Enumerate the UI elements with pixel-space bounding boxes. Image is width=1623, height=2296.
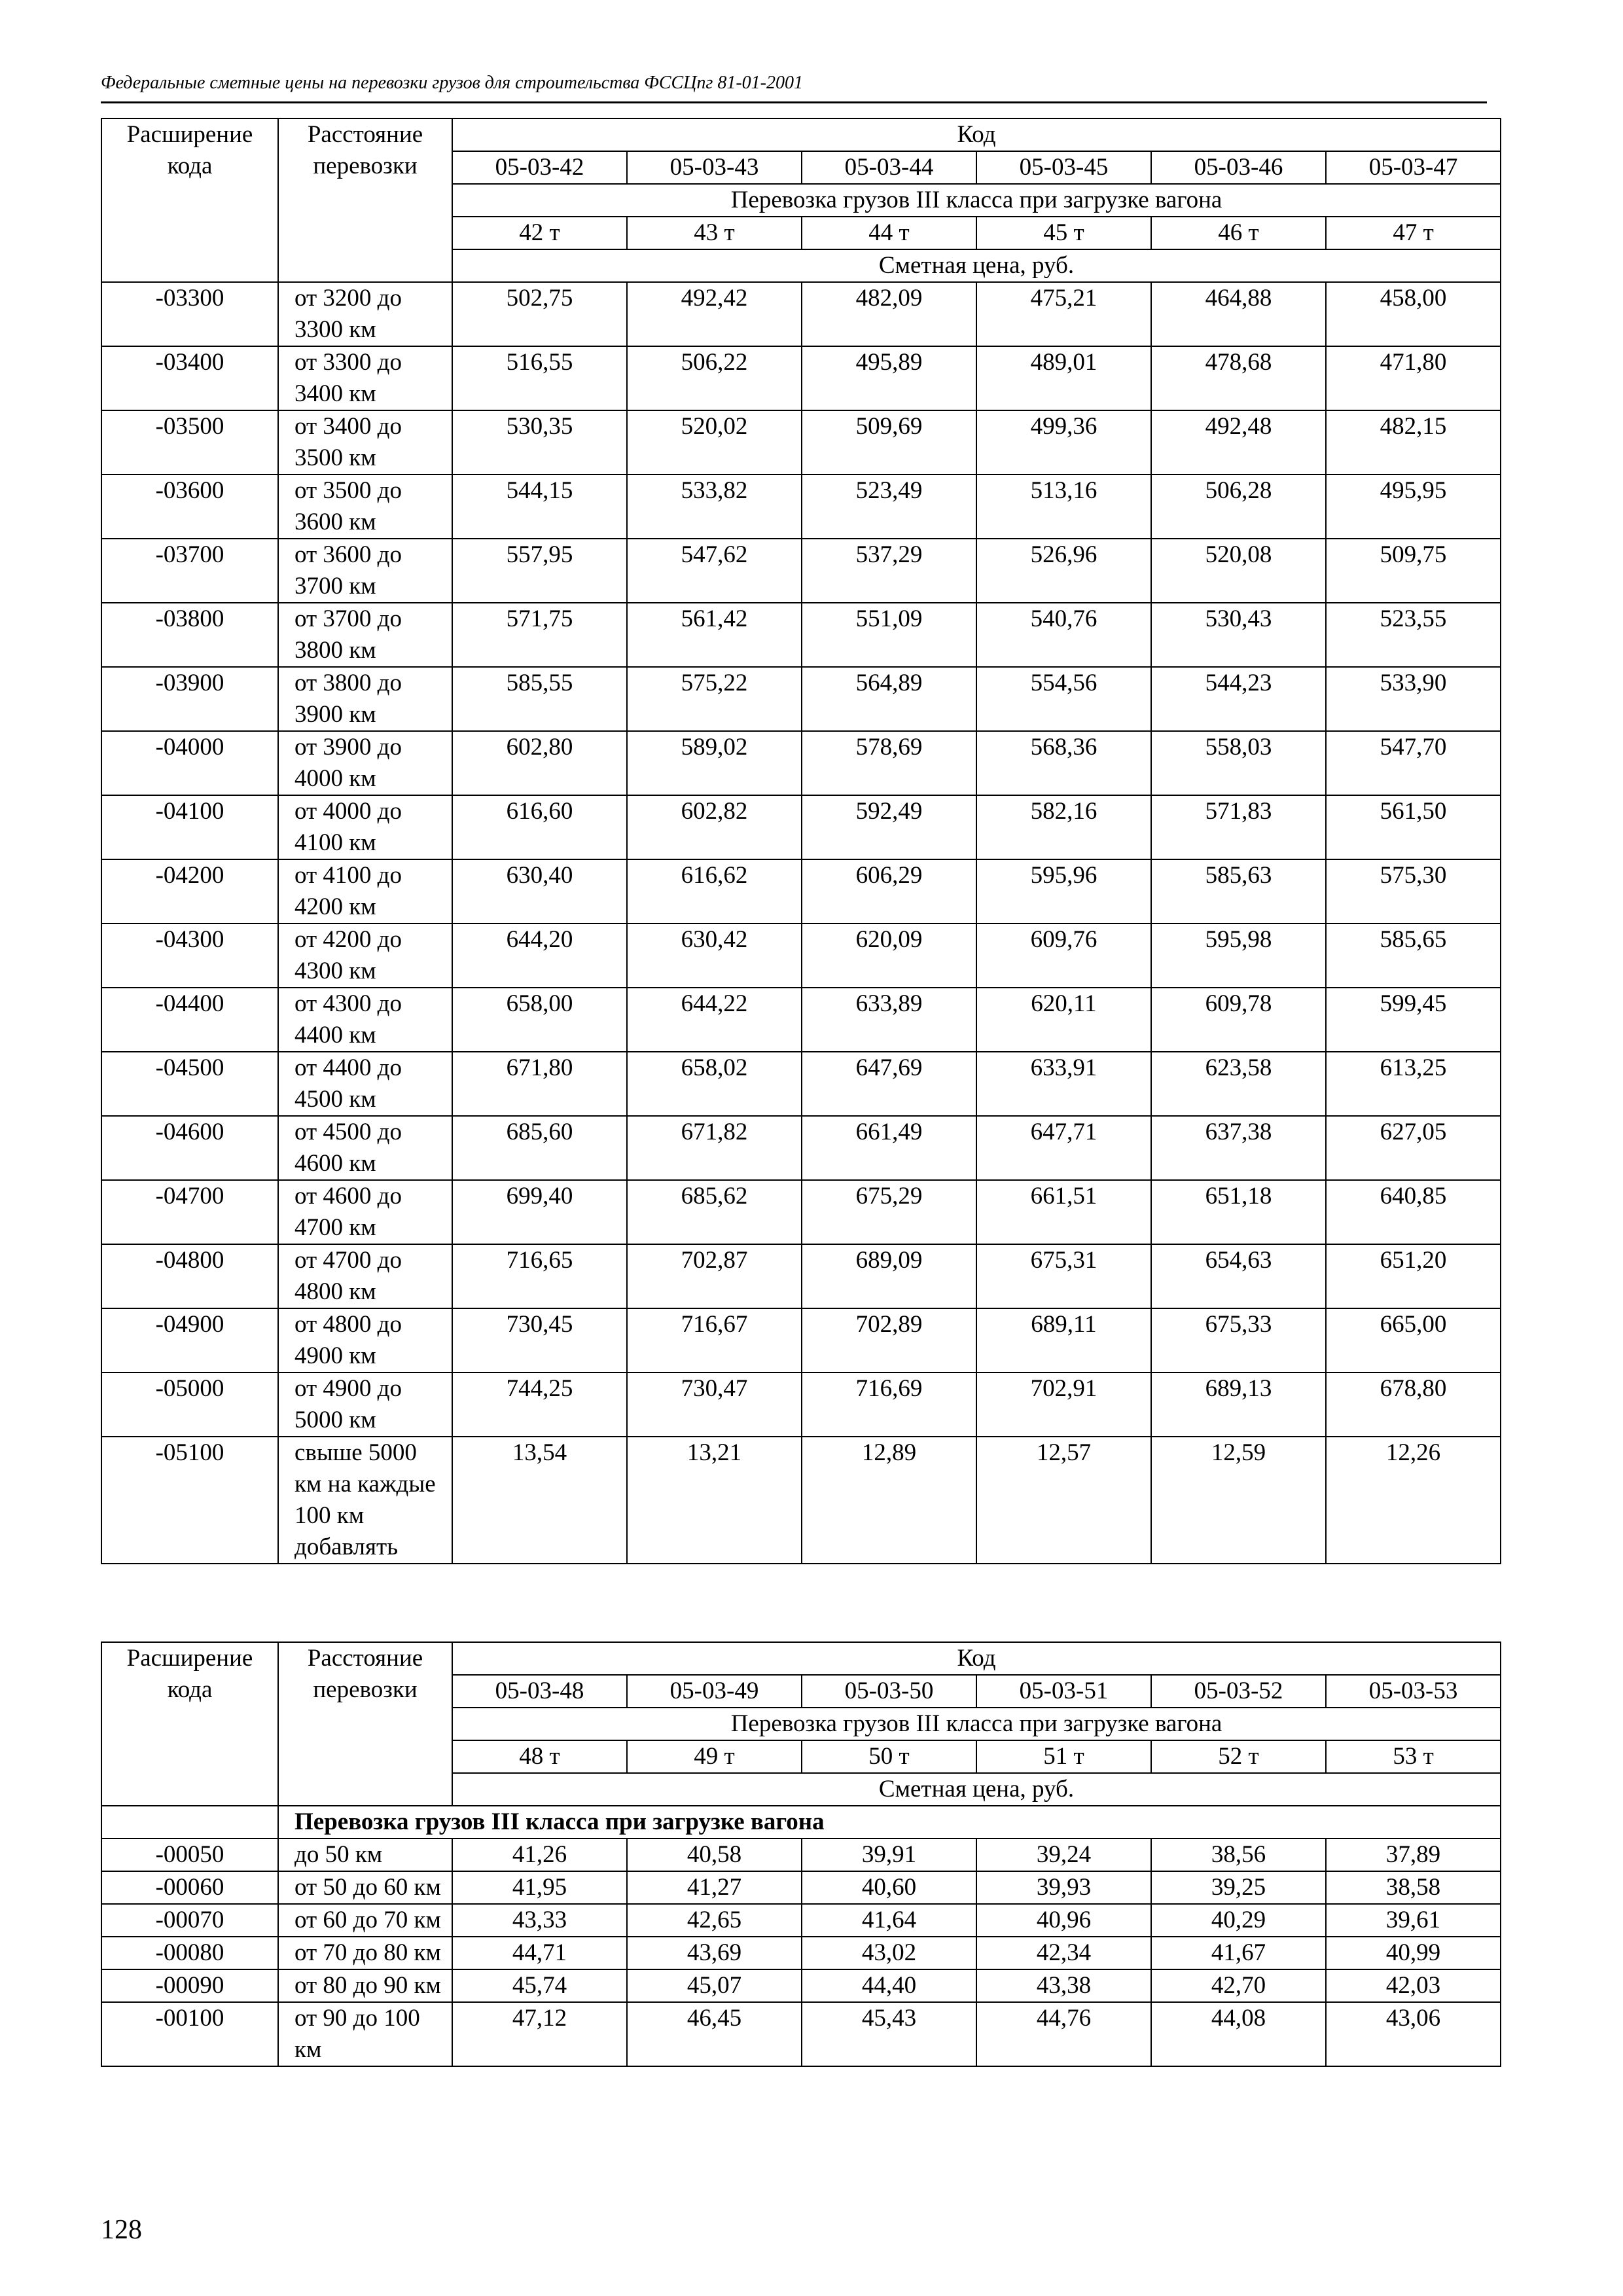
code-cell: 05-03-47 bbox=[1326, 151, 1501, 184]
price-cell: 526,96 bbox=[976, 539, 1151, 603]
ext-code-cell: -00090 bbox=[101, 1969, 278, 2002]
table-row bbox=[101, 924, 1501, 988]
ext-code-cell: -04600 bbox=[101, 1116, 278, 1180]
page-number: 128 bbox=[101, 2215, 142, 2245]
price-cell: 568,36 bbox=[976, 731, 1151, 795]
price-cell: 44,71 bbox=[452, 1937, 627, 1969]
price-cell: 42,34 bbox=[976, 1937, 1151, 1969]
price-cell: 471,80 bbox=[1326, 346, 1501, 410]
price-cell: 585,55 bbox=[452, 667, 627, 731]
price-cell: 43,69 bbox=[627, 1937, 802, 1969]
price-cell: 40,99 bbox=[1326, 1937, 1501, 1969]
distance-cell: от 60 до 70 км bbox=[278, 1904, 452, 1937]
load-cell: 52 т bbox=[1151, 1740, 1326, 1773]
distance-cell: от 3700 до 3800 км bbox=[278, 603, 452, 667]
price-table-1 bbox=[101, 118, 1501, 1564]
distance-header: Расстояние перевозки bbox=[278, 118, 452, 282]
price-cell: 644,20 bbox=[452, 924, 627, 988]
distance-cell: от 3900 до 4000 км bbox=[278, 731, 452, 795]
price-cell: 602,82 bbox=[627, 795, 802, 859]
price-cell: 578,69 bbox=[802, 731, 976, 795]
price-cell: 41,27 bbox=[627, 1871, 802, 1904]
ext-code-cell: -00050 bbox=[101, 1839, 278, 1871]
ext-code-cell: -04100 bbox=[101, 795, 278, 859]
distance-cell: от 4300 до 4400 км bbox=[278, 988, 452, 1052]
distance-cell: от 4700 до 4800 км bbox=[278, 1244, 452, 1308]
table-row bbox=[101, 1372, 1501, 1437]
price-cell: 675,31 bbox=[976, 1244, 1151, 1308]
ext-code-cell: -00100 bbox=[101, 2002, 278, 2066]
price-cell: 12,59 bbox=[1151, 1437, 1326, 1564]
price-cell: 12,57 bbox=[976, 1437, 1151, 1564]
price-cell: 716,65 bbox=[452, 1244, 627, 1308]
price-cell: 478,68 bbox=[1151, 346, 1326, 410]
price-cell: 647,71 bbox=[976, 1116, 1151, 1180]
price-cell: 40,60 bbox=[802, 1871, 976, 1904]
price-cell: 689,13 bbox=[1151, 1372, 1326, 1437]
price-cell: 661,49 bbox=[802, 1116, 976, 1180]
table-row bbox=[101, 1871, 1501, 1904]
price-cell: 43,02 bbox=[802, 1937, 976, 1969]
price-cell: 44,40 bbox=[802, 1969, 976, 2002]
price-cell: 658,02 bbox=[627, 1052, 802, 1116]
ext-code-cell: -04700 bbox=[101, 1180, 278, 1244]
price-cell: 464,88 bbox=[1151, 282, 1326, 346]
table-row bbox=[101, 1969, 1501, 2002]
price-cell: 665,00 bbox=[1326, 1308, 1501, 1372]
ext-code-cell: -00080 bbox=[101, 1937, 278, 1969]
distance-cell: от 3300 до 3400 км bbox=[278, 346, 452, 410]
price-cell: 575,30 bbox=[1326, 859, 1501, 924]
distance-cell: от 3200 до 3300 км bbox=[278, 282, 452, 346]
price-cell: 42,70 bbox=[1151, 1969, 1326, 2002]
running-header: Федеральные сметные цены на перевозки грузов для строительства ФССЦпг 81-01-2001 bbox=[101, 73, 803, 93]
price-cell: 671,80 bbox=[452, 1052, 627, 1116]
price-cell: 675,33 bbox=[1151, 1308, 1326, 1372]
table-row bbox=[101, 1052, 1501, 1116]
cargo-class-header: Перевозка грузов III класса при загрузке вагона bbox=[452, 1708, 1501, 1740]
price-cell: 595,96 bbox=[976, 859, 1151, 924]
distance-cell: от 3800 до 3900 км bbox=[278, 667, 452, 731]
code-cell: 05-03-53 bbox=[1326, 1675, 1501, 1708]
price-cell: 39,25 bbox=[1151, 1871, 1326, 1904]
ext-code-cell: -04900 bbox=[101, 1308, 278, 1372]
distance-cell: от 70 до 80 км bbox=[278, 1937, 452, 1969]
price-cell: 482,09 bbox=[802, 282, 976, 346]
price-cell: 45,43 bbox=[802, 2002, 976, 2066]
price-cell: 42,03 bbox=[1326, 1969, 1501, 2002]
table-row bbox=[101, 1244, 1501, 1308]
table-row bbox=[101, 859, 1501, 924]
price-cell: 13,54 bbox=[452, 1437, 627, 1564]
price-cell: 675,29 bbox=[802, 1180, 976, 1244]
ext-code-cell: -05100 bbox=[101, 1437, 278, 1564]
cargo-class-header: Перевозка грузов III класса при загрузке вагона bbox=[452, 184, 1501, 217]
distance-cell: от 4500 до 4600 км bbox=[278, 1116, 452, 1180]
price-cell: 620,11 bbox=[976, 988, 1151, 1052]
price-cell: 40,96 bbox=[976, 1904, 1151, 1937]
price-cell: 637,38 bbox=[1151, 1116, 1326, 1180]
table-row bbox=[101, 1904, 1501, 1937]
price-cell: 685,62 bbox=[627, 1180, 802, 1244]
price-unit-header: Сметная цена, руб. bbox=[452, 1773, 1501, 1806]
distance-cell: от 4900 до 5000 км bbox=[278, 1372, 452, 1437]
price-cell: 482,15 bbox=[1326, 410, 1501, 475]
price-cell: 564,89 bbox=[802, 667, 976, 731]
price-cell: 630,42 bbox=[627, 924, 802, 988]
price-cell: 492,42 bbox=[627, 282, 802, 346]
price-cell: 589,02 bbox=[627, 731, 802, 795]
ext-code-cell: -03300 bbox=[101, 282, 278, 346]
price-cell: 37,89 bbox=[1326, 1839, 1501, 1871]
price-cell: 39,91 bbox=[802, 1839, 976, 1871]
section-blank-cell bbox=[101, 1806, 278, 1839]
price-cell: 730,45 bbox=[452, 1308, 627, 1372]
price-cell: 702,87 bbox=[627, 1244, 802, 1308]
table-row bbox=[101, 1116, 1501, 1180]
price-cell: 627,05 bbox=[1326, 1116, 1501, 1180]
price-cell: 633,89 bbox=[802, 988, 976, 1052]
price-cell: 41,67 bbox=[1151, 1937, 1326, 1969]
price-cell: 592,49 bbox=[802, 795, 976, 859]
ext-code-header: Расширение кода bbox=[101, 118, 278, 282]
code-cell: 05-03-46 bbox=[1151, 151, 1326, 184]
price-cell: 509,75 bbox=[1326, 539, 1501, 603]
ext-code-cell: -03400 bbox=[101, 346, 278, 410]
price-cell: 523,55 bbox=[1326, 603, 1501, 667]
price-cell: 658,00 bbox=[452, 988, 627, 1052]
ext-code-cell: -04400 bbox=[101, 988, 278, 1052]
load-cell: 45 т bbox=[976, 217, 1151, 249]
table-row bbox=[101, 539, 1501, 603]
code-cell: 05-03-52 bbox=[1151, 1675, 1326, 1708]
price-cell: 492,48 bbox=[1151, 410, 1326, 475]
table-row bbox=[101, 795, 1501, 859]
distance-cell: от 4100 до 4200 км bbox=[278, 859, 452, 924]
price-cell: 599,45 bbox=[1326, 988, 1501, 1052]
price-cell: 689,11 bbox=[976, 1308, 1151, 1372]
price-cell: 39,24 bbox=[976, 1839, 1151, 1871]
table-row bbox=[101, 410, 1501, 475]
ext-code-cell: -05000 bbox=[101, 1372, 278, 1437]
price-cell: 671,82 bbox=[627, 1116, 802, 1180]
distance-cell: до 50 км bbox=[278, 1839, 452, 1871]
price-cell: 523,49 bbox=[802, 475, 976, 539]
price-cell: 506,22 bbox=[627, 346, 802, 410]
price-cell: 651,18 bbox=[1151, 1180, 1326, 1244]
ext-code-cell: -03900 bbox=[101, 667, 278, 731]
price-cell: 41,95 bbox=[452, 1871, 627, 1904]
code-cell: 05-03-50 bbox=[802, 1675, 976, 1708]
price-cell: 40,29 bbox=[1151, 1904, 1326, 1937]
price-cell: 495,89 bbox=[802, 346, 976, 410]
price-cell: 678,80 bbox=[1326, 1372, 1501, 1437]
price-cell: 544,23 bbox=[1151, 667, 1326, 731]
price-cell: 661,51 bbox=[976, 1180, 1151, 1244]
price-cell: 46,45 bbox=[627, 2002, 802, 2066]
price-cell: 644,22 bbox=[627, 988, 802, 1052]
price-cell: 520,02 bbox=[627, 410, 802, 475]
price-cell: 540,76 bbox=[976, 603, 1151, 667]
price-cell: 41,26 bbox=[452, 1839, 627, 1871]
load-cell: 48 т bbox=[452, 1740, 627, 1773]
price-cell: 685,60 bbox=[452, 1116, 627, 1180]
price-cell: 40,58 bbox=[627, 1839, 802, 1871]
distance-cell: от 3400 до 3500 км bbox=[278, 410, 452, 475]
distance-cell: от 4200 до 4300 км bbox=[278, 924, 452, 988]
price-table-2 bbox=[101, 1641, 1501, 2067]
price-unit-header: Сметная цена, руб. bbox=[452, 249, 1501, 282]
price-cell: 620,09 bbox=[802, 924, 976, 988]
price-cell: 530,35 bbox=[452, 410, 627, 475]
price-cell: 571,83 bbox=[1151, 795, 1326, 859]
price-cell: 716,67 bbox=[627, 1308, 802, 1372]
price-cell: 571,75 bbox=[452, 603, 627, 667]
distance-cell: от 4600 до 4700 км bbox=[278, 1180, 452, 1244]
price-cell: 640,85 bbox=[1326, 1180, 1501, 1244]
price-cell: 41,64 bbox=[802, 1904, 976, 1937]
code-cell: 05-03-45 bbox=[976, 151, 1151, 184]
price-cell: 537,29 bbox=[802, 539, 976, 603]
ext-code-cell: -03700 bbox=[101, 539, 278, 603]
price-cell: 554,56 bbox=[976, 667, 1151, 731]
price-cell: 533,82 bbox=[627, 475, 802, 539]
header-rule bbox=[101, 101, 1487, 103]
price-cell: 12,89 bbox=[802, 1437, 976, 1564]
price-cell: 13,21 bbox=[627, 1437, 802, 1564]
price-cell: 39,61 bbox=[1326, 1904, 1501, 1937]
price-cell: 509,69 bbox=[802, 410, 976, 475]
price-cell: 513,16 bbox=[976, 475, 1151, 539]
price-cell: 609,78 bbox=[1151, 988, 1326, 1052]
table-row bbox=[101, 475, 1501, 539]
price-cell: 651,20 bbox=[1326, 1244, 1501, 1308]
table-row bbox=[101, 1180, 1501, 1244]
ext-code-cell: -03800 bbox=[101, 603, 278, 667]
table-row bbox=[101, 1839, 1501, 1871]
load-cell: 53 т bbox=[1326, 1740, 1501, 1773]
price-cell: 575,22 bbox=[627, 667, 802, 731]
load-cell: 49 т bbox=[627, 1740, 802, 1773]
price-cell: 558,03 bbox=[1151, 731, 1326, 795]
price-cell: 502,75 bbox=[452, 282, 627, 346]
load-cell: 42 т bbox=[452, 217, 627, 249]
price-cell: 561,50 bbox=[1326, 795, 1501, 859]
price-cell: 516,55 bbox=[452, 346, 627, 410]
price-cell: 506,28 bbox=[1151, 475, 1326, 539]
price-cell: 551,09 bbox=[802, 603, 976, 667]
price-cell: 475,21 bbox=[976, 282, 1151, 346]
distance-cell: от 3500 до 3600 км bbox=[278, 475, 452, 539]
price-cell: 702,91 bbox=[976, 1372, 1151, 1437]
price-cell: 489,01 bbox=[976, 346, 1151, 410]
distance-cell: от 4800 до 4900 км bbox=[278, 1308, 452, 1372]
price-cell: 520,08 bbox=[1151, 539, 1326, 603]
price-cell: 609,76 bbox=[976, 924, 1151, 988]
distance-cell: от 4400 до 4500 км bbox=[278, 1052, 452, 1116]
table-row bbox=[101, 346, 1501, 410]
price-cell: 585,63 bbox=[1151, 859, 1326, 924]
table-row bbox=[101, 1937, 1501, 1969]
table-row bbox=[101, 1308, 1501, 1372]
price-cell: 547,62 bbox=[627, 539, 802, 603]
section-title: Перевозка грузов III класса при загрузке вагона bbox=[278, 1806, 1501, 1839]
price-cell: 595,98 bbox=[1151, 924, 1326, 988]
price-cell: 38,58 bbox=[1326, 1871, 1501, 1904]
price-cell: 547,70 bbox=[1326, 731, 1501, 795]
ext-code-header: Расширение кода bbox=[101, 1642, 278, 1806]
price-cell: 654,63 bbox=[1151, 1244, 1326, 1308]
distance-cell: свыше 5000 км на каждые 100 км добавлять bbox=[278, 1437, 452, 1564]
price-cell: 458,00 bbox=[1326, 282, 1501, 346]
ext-code-cell: -04800 bbox=[101, 1244, 278, 1308]
price-cell: 45,74 bbox=[452, 1969, 627, 2002]
ext-code-cell: -00060 bbox=[101, 1871, 278, 1904]
price-cell: 613,25 bbox=[1326, 1052, 1501, 1116]
price-cell: 616,60 bbox=[452, 795, 627, 859]
price-cell: 730,47 bbox=[627, 1372, 802, 1437]
code-cell: 05-03-42 bbox=[452, 151, 627, 184]
load-cell: 44 т bbox=[802, 217, 976, 249]
distance-header: Расстояние перевозки bbox=[278, 1642, 452, 1806]
code-header: Код bbox=[452, 1642, 1501, 1675]
distance-cell: от 50 до 60 км bbox=[278, 1871, 452, 1904]
price-cell: 716,69 bbox=[802, 1372, 976, 1437]
price-cell: 12,26 bbox=[1326, 1437, 1501, 1564]
ext-code-cell: -04500 bbox=[101, 1052, 278, 1116]
table-row bbox=[101, 603, 1501, 667]
price-cell: 606,29 bbox=[802, 859, 976, 924]
price-cell: 623,58 bbox=[1151, 1052, 1326, 1116]
table-row bbox=[101, 2002, 1501, 2066]
price-cell: 702,89 bbox=[802, 1308, 976, 1372]
price-cell: 42,65 bbox=[627, 1904, 802, 1937]
code-cell: 05-03-49 bbox=[627, 1675, 802, 1708]
price-cell: 633,91 bbox=[976, 1052, 1151, 1116]
code-cell: 05-03-44 bbox=[802, 151, 976, 184]
load-cell: 50 т bbox=[802, 1740, 976, 1773]
price-cell: 530,43 bbox=[1151, 603, 1326, 667]
price-cell: 689,09 bbox=[802, 1244, 976, 1308]
distance-cell: от 90 до 100 км bbox=[278, 2002, 452, 2066]
table-row bbox=[101, 282, 1501, 346]
price-cell: 499,36 bbox=[976, 410, 1151, 475]
code-cell: 05-03-48 bbox=[452, 1675, 627, 1708]
price-cell: 43,38 bbox=[976, 1969, 1151, 2002]
code-header: Код bbox=[452, 118, 1501, 151]
ext-code-cell: -03500 bbox=[101, 410, 278, 475]
ext-code-cell: -04300 bbox=[101, 924, 278, 988]
distance-cell: от 80 до 90 км bbox=[278, 1969, 452, 2002]
distance-cell: от 4000 до 4100 км bbox=[278, 795, 452, 859]
price-cell: 44,08 bbox=[1151, 2002, 1326, 2066]
table-row bbox=[101, 731, 1501, 795]
price-cell: 647,69 bbox=[802, 1052, 976, 1116]
load-cell: 47 т bbox=[1326, 217, 1501, 249]
price-cell: 561,42 bbox=[627, 603, 802, 667]
price-cell: 495,95 bbox=[1326, 475, 1501, 539]
code-cell: 05-03-43 bbox=[627, 151, 802, 184]
ext-code-cell: -00070 bbox=[101, 1904, 278, 1937]
price-cell: 585,65 bbox=[1326, 924, 1501, 988]
ext-code-cell: -04200 bbox=[101, 859, 278, 924]
price-cell: 582,16 bbox=[976, 795, 1151, 859]
price-cell: 43,33 bbox=[452, 1904, 627, 1937]
price-cell: 602,80 bbox=[452, 731, 627, 795]
price-cell: 699,40 bbox=[452, 1180, 627, 1244]
price-cell: 47,12 bbox=[452, 2002, 627, 2066]
table-row bbox=[101, 667, 1501, 731]
price-cell: 630,40 bbox=[452, 859, 627, 924]
load-cell: 51 т bbox=[976, 1740, 1151, 1773]
load-cell: 46 т bbox=[1151, 217, 1326, 249]
table-row bbox=[101, 1437, 1501, 1564]
table-row bbox=[101, 988, 1501, 1052]
price-cell: 39,93 bbox=[976, 1871, 1151, 1904]
price-cell: 44,76 bbox=[976, 2002, 1151, 2066]
load-cell: 43 т bbox=[627, 217, 802, 249]
code-cell: 05-03-51 bbox=[976, 1675, 1151, 1708]
ext-code-cell: -03600 bbox=[101, 475, 278, 539]
price-cell: 557,95 bbox=[452, 539, 627, 603]
price-cell: 616,62 bbox=[627, 859, 802, 924]
distance-cell: от 3600 до 3700 км bbox=[278, 539, 452, 603]
price-cell: 544,15 bbox=[452, 475, 627, 539]
price-cell: 43,06 bbox=[1326, 2002, 1501, 2066]
price-cell: 45,07 bbox=[627, 1969, 802, 2002]
ext-code-cell: -04000 bbox=[101, 731, 278, 795]
price-cell: 744,25 bbox=[452, 1372, 627, 1437]
price-cell: 533,90 bbox=[1326, 667, 1501, 731]
price-cell: 38,56 bbox=[1151, 1839, 1326, 1871]
